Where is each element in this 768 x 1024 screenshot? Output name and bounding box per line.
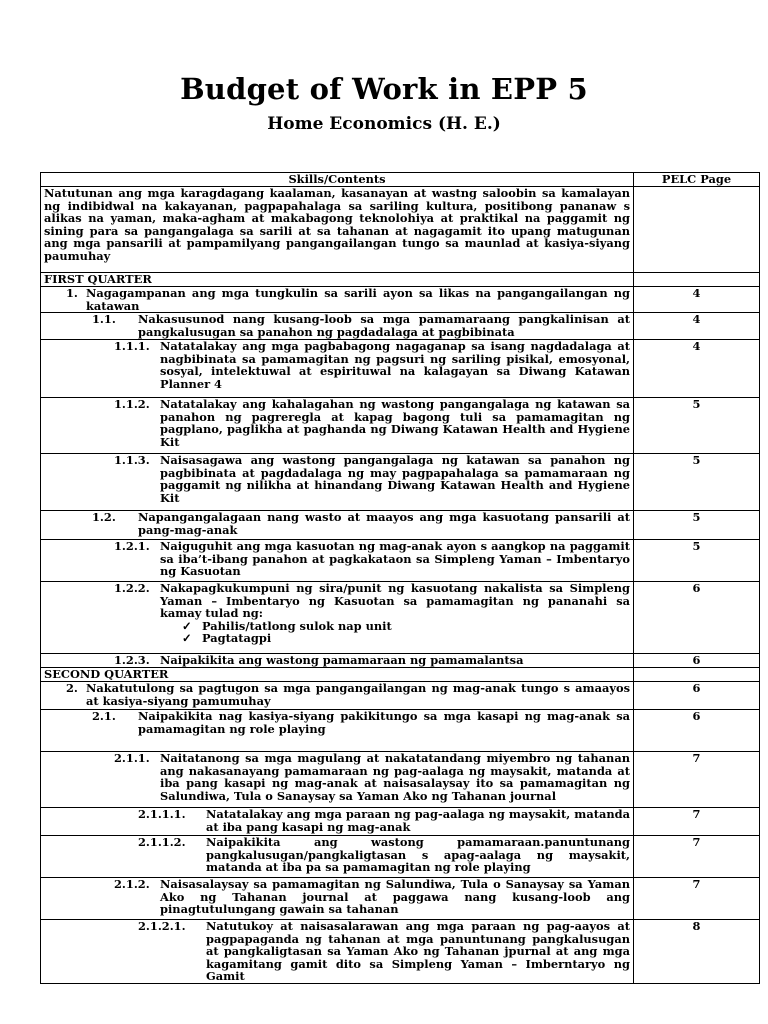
item-number: 2.1.1.1. xyxy=(138,807,186,821)
item-number: 1. xyxy=(66,286,78,300)
table-row xyxy=(41,287,760,313)
item-number: 1.2. xyxy=(92,510,116,524)
page-subtitle: Home Economics (H. E.) xyxy=(267,114,501,134)
item-text: Nakapagkukumpuni ng sira/punit ng kasuotang nakalista sa Simpleng Yaman – Imbentaryo ng Kasuotan sa pamamagitan ng pananahi sa kamay tulad ng: xyxy=(160,581,630,620)
pelc-page-value: 8 xyxy=(634,920,760,984)
quarter-row xyxy=(41,668,760,682)
table-row xyxy=(41,187,760,273)
table-row xyxy=(41,582,760,654)
table-row xyxy=(41,454,760,511)
pelc-page-value: 7 xyxy=(634,752,760,808)
item-text: Natatalakay ang mga pagbabagong nagaganap sa isang nagdadalaga at nagbibinata sa pamamagitan ng pagsuri ng sariling pisikal, emosyonal, sosyal, intelektuwal at espirituwal na kalagayan sa Diwang Katawan Planner 4 xyxy=(160,339,630,391)
header-skills: Skills/Contents xyxy=(41,173,634,187)
item-number: 1.1.1. xyxy=(114,339,150,353)
intro-page-cell xyxy=(634,187,760,273)
item-text: Naipakikita ang wastong pamamaraan ng pamamalantsa xyxy=(160,653,524,667)
pelc-page-value: 5 xyxy=(634,454,760,511)
table-row xyxy=(41,654,760,668)
table-row xyxy=(41,920,760,984)
item-number: 2.1.1.2. xyxy=(138,835,186,849)
item-number: 1.2.2. xyxy=(114,581,150,595)
item-text: Nakasusunod nang kusang-loob sa mga pamamaraang pangkalinisan at pangkalusugan sa panahon ng pagdadalaga at pagbibinata xyxy=(138,312,630,339)
quarter-page-cell xyxy=(634,273,760,287)
table-row xyxy=(41,710,760,752)
item-text: Naipakikita ang wastong pamamaraan.panuntunang pangkalusugan/pangkaligtasan s apag-aalaga ng maysakit, matanda at iba pa sa pamamagitan ng role playing xyxy=(206,835,630,874)
pelc-page-value: 7 xyxy=(634,878,760,920)
checkmark-icon: ✓ xyxy=(182,631,192,645)
quarter-row xyxy=(41,273,760,287)
checklist-item xyxy=(182,632,630,645)
pelc-page-value: 6 xyxy=(634,582,760,654)
item-number: 1.1.2. xyxy=(114,397,150,411)
item-number: 1.1.3. xyxy=(114,453,150,467)
quarter-page-cell xyxy=(634,668,760,682)
item-text: Naipakikita nag kasiya-siyang pakikitungo sa mga kasapi ng mag-anak sa pamamagitan ng role playing xyxy=(138,709,630,736)
pelc-page-value: 5 xyxy=(634,398,760,454)
quarter-label-first: FIRST QUARTER xyxy=(41,273,634,287)
table-row xyxy=(41,682,760,710)
item-text: Natutukoy at naisasalarawan ang mga paraan ng pag-aayos at pagpapaganda ng tahanan at mga panuntunang pangkalusugan at pangkaligtasan sa Yaman Ako ng Tahanan jpurnal at ang mga kagamitang gamit dito sa Simpleng Yaman – Imberntaryo ng Gamit xyxy=(206,919,630,983)
item-text: Naitatanong sa mga magulang at nakatatandang miyembro ng tahanan ang nakasanayang pamamaraan ng pag-aalaga ng maysakit, matanda at iba pang kasapi ng mag-anak at naisasalaysay ito sa pamamagitan ng Salundiwa, Tula o Sanaysay sa Yaman Ako ng Tahanan journal xyxy=(160,751,630,803)
page-title: Budget of Work in EPP 5 xyxy=(180,72,588,106)
table-row xyxy=(41,511,760,540)
table-row xyxy=(41,313,760,340)
checkmark-icon: ✓ xyxy=(182,618,192,633)
item-number: 2.1.2.1. xyxy=(138,919,186,933)
table-row xyxy=(41,808,760,836)
pelc-page-value: 4 xyxy=(634,287,760,313)
table-row xyxy=(41,878,760,920)
pelc-page-value: 4 xyxy=(634,340,760,398)
pelc-page-value: 5 xyxy=(634,540,760,582)
header-pelc-page: PELC Page xyxy=(634,173,760,187)
item-number: 1.2.3. xyxy=(114,653,150,667)
pelc-page-value: 6 xyxy=(634,710,760,752)
pelc-page-value: 5 xyxy=(634,511,760,540)
item-text: Napangangalagaan nang wasto at maayos ang mga kasuotang pansarili at pang-mag-anak xyxy=(138,510,630,537)
item-number: 2.1.2. xyxy=(114,877,150,891)
checklist xyxy=(182,620,630,645)
item-text: Natatalakay ang kahalagahan ng wastong pangangalaga ng katawan sa panahon ng pagreregla at kapag bagong tuli sa pamamagitan ng pagplano, paglikha at paghanda ng Diwang Katawan Health and Hygiene Kit xyxy=(160,397,630,449)
item-number: 2.1. xyxy=(92,709,116,723)
item-text: Nagagampanan ang mga tungkulin sa sarili ayon sa likas na pangangailangan ng katawan xyxy=(86,286,630,313)
table-row xyxy=(41,836,760,878)
pelc-page-value: 4 xyxy=(634,313,760,340)
intro-text: Natutunan ang mga karagdagang kaalaman, kasanayan at wastng saloobin sa kamalayan ng indibidwal na kakayanan, pagpapahalaga sa sariling kultura, positibong pananaw s alikas na yaman, maka-agham at makabagong teknolohiya at praktikal na paggamit ng sining para sa pangangalaga sa sarili at sa tahanan at nagagamit ito upang matugunan ang mga pansarili at pampamilyang pangangailangan tungo sa maunlad at kasiya-siyang paumuhay xyxy=(41,187,634,273)
item-text: Natatalakay ang mga paraan ng pag-aalaga ng maysakit, matanda at iba pang kasapi ng mag-anak xyxy=(206,807,630,834)
table-row xyxy=(41,398,760,454)
table-row xyxy=(41,340,760,398)
pelc-page-value: 7 xyxy=(634,808,760,836)
item-text: Nakatutulong sa pagtugon sa mga pangangailangan ng mag-anak tungo s amaayos at kasiya-siyang pamumuhay xyxy=(86,681,630,708)
item-number: 1.2.1. xyxy=(114,539,150,553)
quarter-label-second: SECOND QUARTER xyxy=(41,668,634,682)
item-text: Naiguguhit ang mga kasuotan ng mag-anak ayon s aangkop na paggamit sa iba’t-ibang panahon at pagkakataon sa Simpleng Yaman – Imbentaryo ng Kasuotan xyxy=(160,539,630,578)
table-header-row xyxy=(41,173,760,187)
table-row xyxy=(41,752,760,808)
item-number: 2. xyxy=(66,681,78,695)
table-row xyxy=(41,540,760,582)
item-text: Naisasalaysay sa pamamagitan ng Salundiwa, Tula o Sanaysay sa Yaman Ako ng Tahanan journal at paggawa nang kusang-loob ang pinagtutulungang gawain sa tahanan xyxy=(160,877,630,916)
budget-of-work-table xyxy=(40,172,760,984)
pelc-page-value: 6 xyxy=(634,682,760,710)
item-number: 1.1. xyxy=(92,312,116,326)
item-text: Naisasagawa ang wastong pangangalaga ng katawan sa panahon ng pagbibinata at pagdadalaga ng may pagpapahalaga sa pamamaraan ng paggamit ng nilikha at hinandang Diwang Katawan Health and Hygiene Kit xyxy=(160,453,630,505)
checklist-item-text: Pahilis/tatlong sulok nap unit xyxy=(202,618,392,633)
pelc-page-value: 6 xyxy=(634,654,760,668)
pelc-page-value: 7 xyxy=(634,836,760,878)
item-number: 2.1.1. xyxy=(114,751,150,765)
checklist-item-text: Pagtatagpi xyxy=(202,631,272,645)
